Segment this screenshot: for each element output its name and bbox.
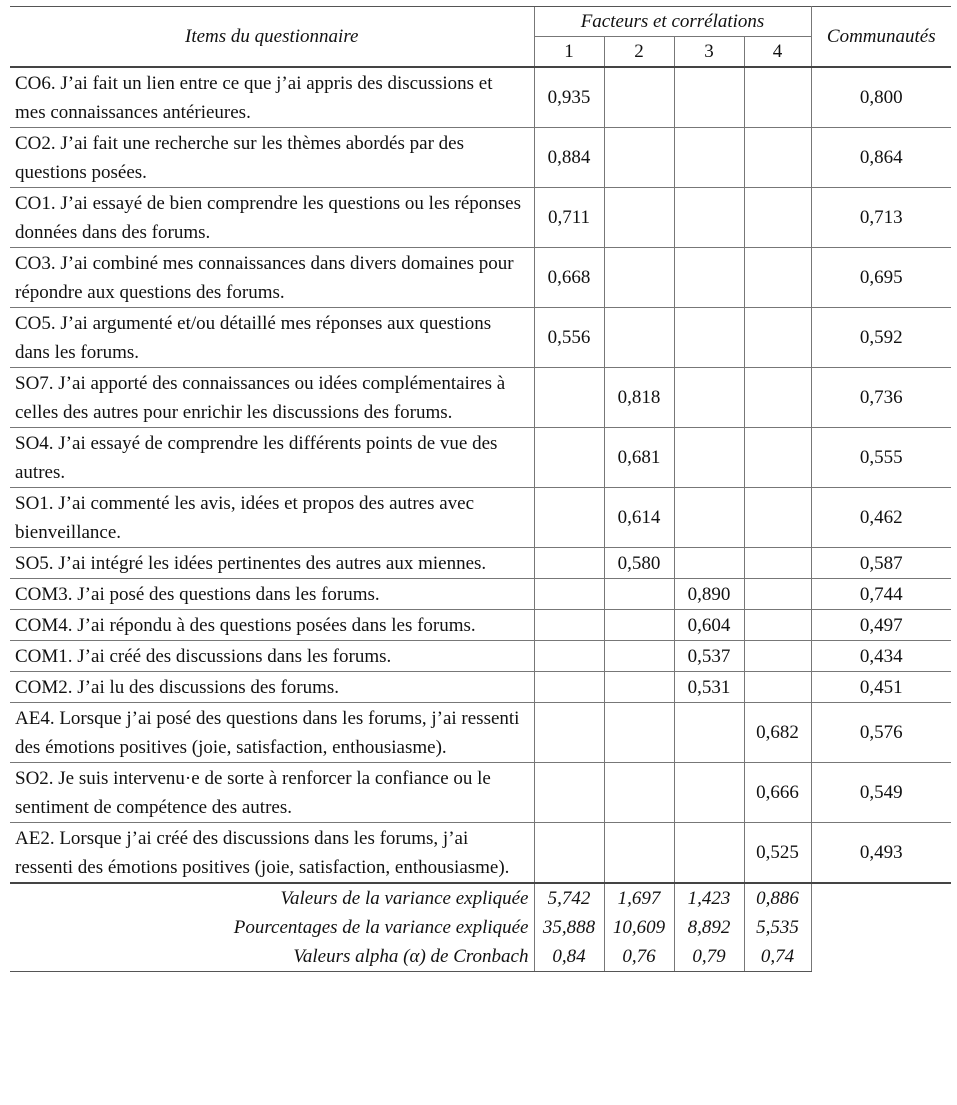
item-text: SO4. J’ai essayé de comprendre les différents points de vue des autres.	[10, 428, 534, 488]
factor-2-loading	[604, 248, 674, 308]
summary-empty-cell	[811, 883, 951, 913]
factor-4-loading: 0,525	[744, 823, 811, 884]
communality-value: 0,744	[811, 579, 951, 610]
factor-1-loading: 0,668	[534, 248, 604, 308]
factor-4-loading	[744, 548, 811, 579]
item-text: CO5. J’ai argumenté et/ou détaillé mes réponses aux questions dans les forums.	[10, 308, 534, 368]
factor-1-loading: 0,556	[534, 308, 604, 368]
item-text: CO2. J’ai fait une recherche sur les thèmes abordés par des questions posées.	[10, 128, 534, 188]
communality-value: 0,462	[811, 488, 951, 548]
summary-row	[10, 913, 951, 942]
factor-4-loading: 0,666	[744, 763, 811, 823]
factor-4-loading	[744, 248, 811, 308]
factor-1-loading	[534, 428, 604, 488]
item-text: AE4. Lorsque j’ai posé des questions dans les forums, j’ai ressenti des émotions positives (joie, satisfaction, enthousiasme).	[10, 703, 534, 763]
factor-2-loading	[604, 823, 674, 884]
table-row	[10, 672, 951, 703]
table-row	[10, 428, 951, 488]
table-row	[10, 548, 951, 579]
factor-4-loading	[744, 428, 811, 488]
summary-label: Pourcentages de la variance expliquée	[233, 917, 529, 938]
factor-1-loading	[534, 368, 604, 428]
factor-3-loading	[674, 128, 744, 188]
table-row	[10, 368, 951, 428]
communality-value: 0,549	[811, 763, 951, 823]
table-header	[10, 7, 951, 68]
communalities-column-header: Communautés	[811, 7, 951, 68]
summary-factor-2-value: 0,76	[604, 942, 674, 972]
summary-factor-3-value: 1,423	[674, 883, 744, 913]
factor-3-loading	[674, 308, 744, 368]
factor-3-loading: 0,531	[674, 672, 744, 703]
factor-3-loading: 0,890	[674, 579, 744, 610]
summary-factor-3-value: 8,892	[674, 913, 744, 942]
factor-1-loading	[534, 579, 604, 610]
factor-2-loading	[604, 703, 674, 763]
factor-3-loading	[674, 368, 744, 428]
factor-2-loading	[604, 672, 674, 703]
factor-4-loading	[744, 641, 811, 672]
factor-1-loading: 0,935	[534, 67, 604, 128]
communality-value: 0,713	[811, 188, 951, 248]
table-row	[10, 763, 951, 823]
factor-3-loading	[674, 488, 744, 548]
table-row	[10, 308, 951, 368]
communality-value: 0,695	[811, 248, 951, 308]
table-row	[10, 641, 951, 672]
item-text: CO6. J’ai fait un lien entre ce que j’ai appris des discussions et mes connaissances antérieures.	[10, 67, 534, 128]
factor-3-loading	[674, 823, 744, 884]
table-row	[10, 488, 951, 548]
factor-analysis-table	[10, 6, 951, 972]
factor-2-loading	[604, 308, 674, 368]
factor-2-loading: 0,818	[604, 368, 674, 428]
summary-label: Valeurs de la variance expliquée	[10, 883, 534, 913]
factor-1-loading: 0,711	[534, 188, 604, 248]
factor-3-loading	[674, 548, 744, 579]
factor-2-loading	[604, 188, 674, 248]
table-body	[10, 67, 951, 883]
items-column-header: Items du questionnaire	[10, 7, 534, 68]
communality-value: 0,587	[811, 548, 951, 579]
factor-3-loading: 0,604	[674, 610, 744, 641]
communality-value: 0,864	[811, 128, 951, 188]
table-row	[10, 188, 951, 248]
factor-2-loading: 0,614	[604, 488, 674, 548]
factor-2-header: 2	[604, 37, 674, 68]
factor-3-loading	[674, 703, 744, 763]
table-row	[10, 128, 951, 188]
factor-2-loading	[604, 763, 674, 823]
factor-1-loading	[534, 641, 604, 672]
summary-factor-2-value: 10,609	[604, 913, 674, 942]
summary-factor-1-value: 5,742	[534, 883, 604, 913]
summary-factor-4-value: 0,74	[744, 942, 811, 972]
communality-value: 0,555	[811, 428, 951, 488]
summary-row	[10, 883, 951, 913]
factor-4-loading	[744, 67, 811, 128]
factor-1-loading	[534, 672, 604, 703]
factor-1-loading	[534, 610, 604, 641]
factors-column-header: Facteurs et corrélations	[534, 7, 811, 37]
factor-2-loading	[604, 610, 674, 641]
factor-4-loading	[744, 610, 811, 641]
factor-3-loading	[674, 763, 744, 823]
factor-1-loading	[534, 703, 604, 763]
factor-3-header: 3	[674, 37, 744, 68]
factor-1-loading	[534, 548, 604, 579]
factor-2-loading	[604, 128, 674, 188]
communality-value: 0,592	[811, 308, 951, 368]
item-text: COM3. J’ai posé des questions dans les forums.	[10, 579, 534, 610]
item-text: CO1. J’ai essayé de bien comprendre les questions ou les réponses données dans des forums.	[10, 188, 534, 248]
factor-4-loading	[744, 488, 811, 548]
factor-2-loading	[604, 67, 674, 128]
communality-value: 0,493	[811, 823, 951, 884]
factor-4-loading	[744, 128, 811, 188]
factor-2-loading: 0,580	[604, 548, 674, 579]
table-footer	[10, 883, 951, 972]
factor-3-loading	[674, 188, 744, 248]
factor-3-loading	[674, 428, 744, 488]
factor-4-loading	[744, 308, 811, 368]
factor-4-loading	[744, 188, 811, 248]
summary-factor-4-value: 0,886	[744, 883, 811, 913]
factor-3-loading: 0,537	[674, 641, 744, 672]
factor-2-loading	[604, 641, 674, 672]
item-text: CO3. J’ai combiné mes connaissances dans divers domaines pour répondre aux questions des forums.	[10, 248, 534, 308]
factor-1-loading	[534, 488, 604, 548]
summary-label: Valeurs alpha (α) de Cronbach	[10, 942, 534, 972]
factor-1-loading	[534, 763, 604, 823]
factor-4-loading	[744, 368, 811, 428]
communality-value: 0,736	[811, 368, 951, 428]
table-row	[10, 610, 951, 641]
factor-4-loading	[744, 672, 811, 703]
factor-3-loading	[674, 67, 744, 128]
summary-factor-1-value: 0,84	[534, 942, 604, 972]
summary-factor-3-value: 0,79	[674, 942, 744, 972]
table-row	[10, 703, 951, 763]
communality-value: 0,800	[811, 67, 951, 128]
summary-factor-2-value: 1,697	[604, 883, 674, 913]
factor-4-loading: 0,682	[744, 703, 811, 763]
factor-4-loading	[744, 579, 811, 610]
item-text: COM4. J’ai répondu à des questions posées dans les forums.	[10, 610, 534, 641]
item-text: SO2. Je suis intervenu·e de sorte à renforcer la confiance ou le sentiment de compétence des autres.	[10, 763, 534, 823]
table-row	[10, 248, 951, 308]
summary-factor-4-value: 5,535	[744, 913, 811, 942]
item-text: COM2. J’ai lu des discussions des forums.	[10, 672, 534, 703]
item-text: SO5. J’ai intégré les idées pertinentes des autres aux miennes.	[10, 548, 534, 579]
summary-empty-cell	[811, 913, 951, 942]
factor-2-loading: 0,681	[604, 428, 674, 488]
table-row	[10, 579, 951, 610]
factor-1-loading: 0,884	[534, 128, 604, 188]
factor-1-loading	[534, 823, 604, 884]
communality-value: 0,434	[811, 641, 951, 672]
factor-3-loading	[674, 248, 744, 308]
table-row	[10, 67, 951, 128]
summary-empty-cell	[811, 942, 951, 972]
communality-value: 0,576	[811, 703, 951, 763]
communality-value: 0,451	[811, 672, 951, 703]
factor-2-loading	[604, 579, 674, 610]
item-text: AE2. Lorsque j’ai créé des discussions dans les forums, j’ai ressenti des émotions positives (joie, satisfaction, enthousiasme).	[10, 823, 534, 884]
table-row	[10, 823, 951, 884]
factor-4-header: 4	[744, 37, 811, 68]
item-text: SO7. J’ai apporté des connaissances ou idées complémentaires à celles des autres pour enrichir les discussions des forums.	[10, 368, 534, 428]
item-text: COM1. J’ai créé des discussions dans les forums.	[10, 641, 534, 672]
summary-factor-1-value: 35,888	[534, 913, 604, 942]
factor-1-header: 1	[534, 37, 604, 68]
item-text: SO1. J’ai commenté les avis, idées et propos des autres avec bienveillance.	[10, 488, 534, 548]
summary-row	[10, 942, 951, 972]
communality-value: 0,497	[811, 610, 951, 641]
